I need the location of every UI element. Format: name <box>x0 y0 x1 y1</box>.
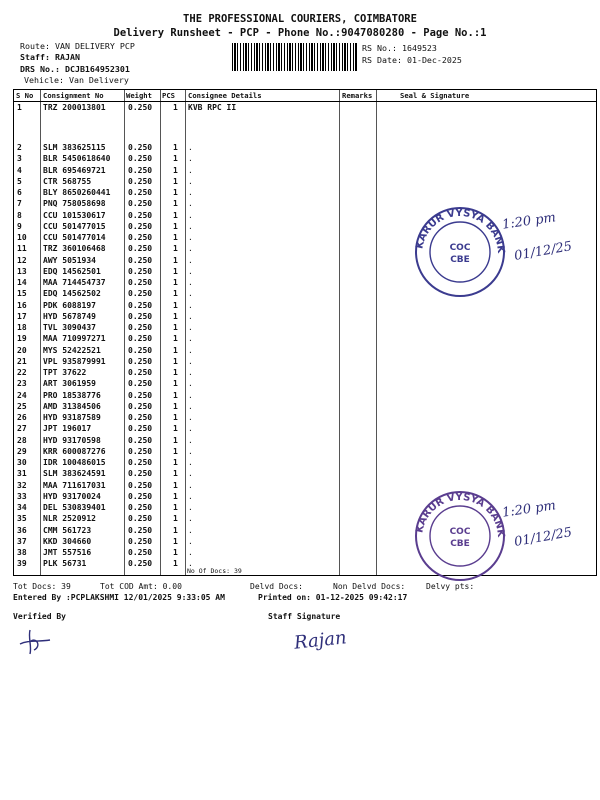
row-consignee-details: . <box>188 491 193 501</box>
row-sno: 36 <box>17 525 27 535</box>
row-pcs: 1 <box>173 289 178 299</box>
row-sno: 8 <box>17 210 22 220</box>
row-pcs: 1 <box>173 210 178 220</box>
handwritten-time: 1:20 pm <box>501 210 557 233</box>
row-consignment: VPL 935879991 <box>43 356 106 366</box>
drs-number: DRS No.: DCJB164952301 <box>20 64 130 74</box>
row-weight: 0.250 <box>128 255 153 265</box>
row-weight: 0.250 <box>128 548 153 557</box>
row-weight: 0.250 <box>128 345 153 355</box>
row-consignee-details: . <box>188 469 193 479</box>
row-pcs: 1 <box>173 311 178 321</box>
row-sno: 15 <box>17 289 27 299</box>
row-weight: 0.250 <box>128 311 153 321</box>
row-pcs: 1 <box>173 266 178 276</box>
table-row <box>14 143 596 154</box>
row-pcs: 1 <box>173 503 178 512</box>
row-consignee-details: . <box>188 356 193 366</box>
stamp-center-1: COC <box>449 243 471 253</box>
row-sno: 30 <box>17 458 27 467</box>
row-consignee-details: . <box>188 244 193 254</box>
table-row <box>14 103 596 114</box>
row-sno: 26 <box>17 413 27 422</box>
row-consignment: TRZ 200013801 <box>43 103 106 112</box>
row-weight: 0.250 <box>128 458 153 467</box>
row-consignee-details: . <box>188 503 193 512</box>
col-remarks: Remarks <box>342 91 373 100</box>
row-pcs: 1 <box>173 469 178 479</box>
table-row <box>14 312 596 323</box>
row-weight: 0.250 <box>128 514 153 524</box>
row-weight: 0.250 <box>128 503 153 512</box>
row-pcs: 1 <box>173 278 178 287</box>
tot-cod-amount: Tot COD Amt: 0.00 <box>100 582 182 591</box>
row-sno: 6 <box>17 188 22 197</box>
row-weight: 0.250 <box>128 480 153 490</box>
row-sno: 35 <box>17 514 27 524</box>
bank-stamp <box>410 202 510 306</box>
row-weight: 0.250 <box>128 266 153 276</box>
row-consignment: MYS 52422521 <box>43 345 101 355</box>
row-sno: 38 <box>17 548 27 557</box>
row-sno: 1 <box>17 103 22 112</box>
row-consignment: PRO 18538776 <box>43 390 101 400</box>
row-sno: 10 <box>17 233 27 242</box>
row-consignment: HYD 5678749 <box>43 311 96 321</box>
handwritten-date: 01/12/25 <box>513 239 574 264</box>
row-weight: 0.250 <box>128 525 153 535</box>
row-consignee-details: . <box>188 188 193 197</box>
row-weight: 0.250 <box>128 356 153 366</box>
row-weight: 0.250 <box>128 143 153 152</box>
row-pcs: 1 <box>173 480 178 490</box>
row-consignment: EDQ 14562502 <box>43 289 101 299</box>
row-consignment: CCU 501477014 <box>43 233 106 242</box>
row-consignee-details: . <box>188 368 193 377</box>
row-sno: 11 <box>17 244 27 254</box>
row-weight: 0.250 <box>128 188 153 197</box>
row-consignment: PDK 6088197 <box>43 300 96 310</box>
handwritten-time: 1:20 pm <box>501 498 557 521</box>
row-consignee-details: . <box>188 401 193 411</box>
route-label: Route: VAN DELIVERY PCP <box>20 41 135 51</box>
row-pcs: 1 <box>173 255 178 265</box>
row-weight: 0.250 <box>128 469 153 479</box>
row-weight: 0.250 <box>128 424 153 434</box>
delivered-docs: Delvd Docs: <box>250 582 303 591</box>
row-pcs: 1 <box>173 548 178 557</box>
rs-date: RS Date: 01-Dec-2025 <box>362 55 462 65</box>
row-consignment: BLY 8650260441 <box>43 188 111 197</box>
stamp-icon <box>410 486 510 586</box>
row-consignee-details: . <box>188 143 193 152</box>
row-pcs: 1 <box>173 334 178 344</box>
row-pcs: 1 <box>173 345 178 355</box>
row-consignee-details: . <box>188 435 193 445</box>
row-weight: 0.250 <box>128 221 153 231</box>
row-consignee-details: . <box>188 210 193 220</box>
table-row <box>14 458 596 469</box>
company-title: THE PROFESSIONAL COURIERS, COIMBATORE <box>183 13 417 25</box>
col-consignment: Consignment No <box>43 91 104 100</box>
row-consignment: SLM 383624591 <box>43 469 106 479</box>
row-consignee-details: . <box>188 390 193 400</box>
row-sno: 18 <box>17 323 27 332</box>
row-consignee-details: . <box>188 334 193 344</box>
row-weight: 0.250 <box>128 379 153 389</box>
row-consignee-details: . <box>188 176 193 186</box>
printed-on: Printed on: 01-12-2025 09:42:17 <box>258 593 408 602</box>
table-row <box>14 323 596 334</box>
row-pcs: 1 <box>173 446 178 456</box>
barcode <box>232 43 357 71</box>
row-consignment: TVL 3090437 <box>43 323 96 332</box>
row-consignee-details: . <box>188 165 193 175</box>
row-weight: 0.250 <box>128 446 153 456</box>
row-consignee-details: . <box>188 525 193 535</box>
row-consignment: DEL 530839401 <box>43 503 106 512</box>
row-weight: 0.250 <box>128 233 153 242</box>
row-consignment: BLR 695469721 <box>43 165 106 175</box>
row-consignment: BLR 5450618640 <box>43 154 111 164</box>
row-pcs: 1 <box>173 514 178 524</box>
row-sno: 16 <box>17 300 27 310</box>
row-pcs: 1 <box>173 244 178 254</box>
row-pcs: 1 <box>173 165 178 175</box>
row-sno: 24 <box>17 390 27 400</box>
row-pcs: 1 <box>173 368 178 377</box>
row-pcs: 1 <box>173 143 178 152</box>
row-weight: 0.250 <box>128 199 153 209</box>
row-weight: 0.250 <box>128 176 153 186</box>
table-header <box>14 90 596 102</box>
table-row <box>14 447 596 458</box>
row-consignment: KRR 600087276 <box>43 446 106 456</box>
row-sno: 21 <box>17 356 27 366</box>
bank-stamp <box>410 486 510 590</box>
table-row <box>14 177 596 188</box>
row-consignment: CCU 501477015 <box>43 221 106 231</box>
row-consignment: EDQ 14562501 <box>43 266 101 276</box>
table-row <box>14 402 596 413</box>
row-consignee-details: . <box>188 154 193 164</box>
table-row <box>14 424 596 435</box>
table-row <box>14 413 596 424</box>
runsheet-table <box>13 89 597 576</box>
row-consignee-details: . <box>188 199 193 209</box>
col-pcs: PCS <box>162 91 175 100</box>
row-pcs: 1 <box>173 176 178 186</box>
row-consignee-details: . <box>188 345 193 355</box>
vehicle-label: Vehicle: Van Delivery <box>24 75 129 85</box>
staff-signature: Rajan <box>293 627 348 654</box>
row-sno: 34 <box>17 503 27 512</box>
row-consignee-details: . <box>188 255 193 265</box>
row-pcs: 1 <box>173 525 178 535</box>
stamp-center-2: CBE <box>450 255 470 265</box>
row-consignee-details: . <box>188 289 193 299</box>
row-consignment: SLM 383625115 <box>43 143 106 152</box>
row-consignment: MAA 710997271 <box>43 334 106 344</box>
row-weight: 0.250 <box>128 413 153 422</box>
row-consignee-details: KVB RPC II <box>188 103 237 112</box>
row-pcs: 1 <box>173 154 178 164</box>
row-consignment: HYD 93170598 <box>43 435 101 445</box>
row-consignee-details: . <box>188 379 193 389</box>
row-sno: 29 <box>17 446 27 456</box>
row-sno: 19 <box>17 334 27 344</box>
row-weight: 0.250 <box>128 289 153 299</box>
row-consignee-details: . <box>188 323 193 332</box>
handwritten-date: 01/12/25 <box>513 525 574 550</box>
table-row <box>14 379 596 390</box>
row-sno: 32 <box>17 480 27 490</box>
row-weight: 0.250 <box>128 368 153 377</box>
row-consignee-details: . <box>188 548 193 557</box>
col-weight: Weight <box>126 91 152 100</box>
row-sno: 17 <box>17 311 27 321</box>
stamp-bank-name: KARUR VYSYA BANK <box>414 491 507 538</box>
row-weight: 0.250 <box>128 103 153 112</box>
row-consignment: KKD 304660 <box>43 536 92 546</box>
row-consignment: CTR 568755 <box>43 176 92 186</box>
col-consignee: Consignee Details <box>188 91 262 100</box>
row-pcs: 1 <box>173 536 178 546</box>
row-weight: 0.250 <box>128 244 153 254</box>
row-consignment: ART 3061959 <box>43 379 96 389</box>
row-consignment: MAA 714454737 <box>43 278 106 287</box>
table-row <box>14 357 596 368</box>
rs-number: RS No.: 1649523 <box>362 43 437 53</box>
stamp-icon <box>410 202 510 302</box>
row-weight: 0.250 <box>128 536 153 546</box>
row-consignee-details: . <box>188 221 193 231</box>
row-weight: 0.250 <box>128 334 153 344</box>
row-consignment: TPT 37622 <box>43 368 87 377</box>
row-consignee-details: . <box>188 278 193 287</box>
row-sno: 5 <box>17 176 22 186</box>
row-consignment: AWY 5051934 <box>43 255 96 265</box>
row-pcs: 1 <box>173 356 178 366</box>
row-pcs: 1 <box>173 435 178 445</box>
row-weight: 0.250 <box>128 165 153 175</box>
row-consignee-details: . <box>188 424 193 434</box>
runsheet-subtitle: Delivery Runsheet - PCP - Phone No.:9047080280 - Page No.:1 <box>113 27 487 39</box>
row-consignment: JMT 557516 <box>43 548 92 557</box>
row-consignment: NLR 2520912 <box>43 514 96 524</box>
row-consignee-details: . <box>188 536 193 546</box>
row-sno: 7 <box>17 199 22 209</box>
table-row <box>14 391 596 402</box>
row-sno: 4 <box>17 165 22 175</box>
row-sno: 2 <box>17 143 22 152</box>
row-pcs: 1 <box>173 491 178 501</box>
row-sno: 12 <box>17 255 27 265</box>
row-consignment: TRZ 360106468 <box>43 244 106 254</box>
row-consignment: MAA 711617031 <box>43 480 106 490</box>
stamp-bank-name: KARUR VYSYA BANK <box>414 207 507 254</box>
row-pcs: 1 <box>173 199 178 209</box>
row-weight: 0.250 <box>128 278 153 287</box>
table-row <box>14 368 596 379</box>
row-sno: 14 <box>17 278 27 287</box>
row-consignment: HYD 93170024 <box>43 491 101 501</box>
row-consignment: HYD 93187589 <box>43 413 101 422</box>
row-consignee-details: . <box>188 480 193 490</box>
row-pcs: 1 <box>173 103 178 112</box>
row-weight: 0.250 <box>128 559 153 569</box>
row-pcs: 1 <box>173 424 178 434</box>
row-pcs: 1 <box>173 458 178 467</box>
row-pcs: 1 <box>173 413 178 422</box>
row-pcs: 1 <box>173 390 178 400</box>
row-pcs: 1 <box>173 401 178 411</box>
row-consignment: CMM 561723 <box>43 525 92 535</box>
row-sno: 31 <box>17 469 27 479</box>
row-weight: 0.250 <box>128 210 153 220</box>
row-pcs: 1 <box>173 188 178 197</box>
row-consignment: AMD 31384506 <box>43 401 101 411</box>
row-pcs: 1 <box>173 379 178 389</box>
row-consignee-details: . <box>188 311 193 321</box>
row-consignment: JPT 196017 <box>43 424 92 434</box>
col-seal: Seal & Signature <box>400 91 470 100</box>
row-pcs: 1 <box>173 323 178 332</box>
row-sno: 27 <box>17 424 27 434</box>
row-sno: 39 <box>17 559 27 569</box>
row-sno: 20 <box>17 345 27 355</box>
col-sno: S No <box>16 91 34 100</box>
delivery-points: Delvy pts: <box>426 582 475 591</box>
row-consignee-details: . <box>188 514 193 524</box>
row-consignee-details: . <box>188 266 193 276</box>
row-consignment: IDR 100486015 <box>43 458 106 467</box>
no-of-docs: No Of Docs: 39 <box>187 567 242 575</box>
row-sno: 33 <box>17 491 27 501</box>
row-sno: 9 <box>17 221 22 231</box>
row-consignee-details: . <box>188 458 193 467</box>
row-sno: 23 <box>17 379 27 389</box>
row-consignment: PNQ 758058698 <box>43 199 106 209</box>
row-sno: 28 <box>17 435 27 445</box>
row-sno: 25 <box>17 401 27 411</box>
entered-by: Entered By :PCPLAKSHMI 12/01/2025 9:33:05 AM <box>13 593 225 602</box>
row-weight: 0.250 <box>128 390 153 400</box>
row-consignee-details: . <box>188 413 193 422</box>
staff-label: Staff: RAJAN <box>20 52 80 62</box>
tot-docs: Tot Docs: 39 <box>13 582 71 591</box>
stamp-center-1: COC <box>449 527 471 537</box>
table-row <box>14 436 596 447</box>
row-pcs: 1 <box>173 221 178 231</box>
row-sno: 3 <box>17 154 22 164</box>
row-sno: 13 <box>17 266 27 276</box>
row-consignee-details: . <box>188 300 193 310</box>
row-sno: 22 <box>17 368 27 377</box>
verified-by-label: Verified By <box>13 612 66 621</box>
row-weight: 0.250 <box>128 401 153 411</box>
table-row <box>14 154 596 165</box>
row-consignment: CCU 101530617 <box>43 210 106 220</box>
row-consignee-details: . <box>188 559 193 569</box>
row-pcs: 1 <box>173 559 178 569</box>
row-weight: 0.250 <box>128 435 153 445</box>
verifier-signature-icon <box>16 624 56 658</box>
row-weight: 0.250 <box>128 323 153 332</box>
row-weight: 0.250 <box>128 300 153 310</box>
table-row <box>14 334 596 345</box>
table-row <box>14 346 596 357</box>
stamp-center-2: CBE <box>450 539 470 549</box>
row-weight: 0.250 <box>128 491 153 501</box>
row-pcs: 1 <box>173 300 178 310</box>
row-sno: 37 <box>17 536 27 546</box>
row-consignee-details: . <box>188 233 193 242</box>
row-consignment: PLK 56731 <box>43 559 87 569</box>
non-delivered-docs: Non Delvd Docs: <box>333 582 406 591</box>
staff-signature-label: Staff Signature <box>268 612 341 621</box>
row-consignee-details: . <box>188 446 193 456</box>
row-weight: 0.250 <box>128 154 153 164</box>
table-row <box>14 188 596 199</box>
row-pcs: 1 <box>173 233 178 242</box>
table-row <box>14 469 596 480</box>
table-row <box>14 166 596 177</box>
